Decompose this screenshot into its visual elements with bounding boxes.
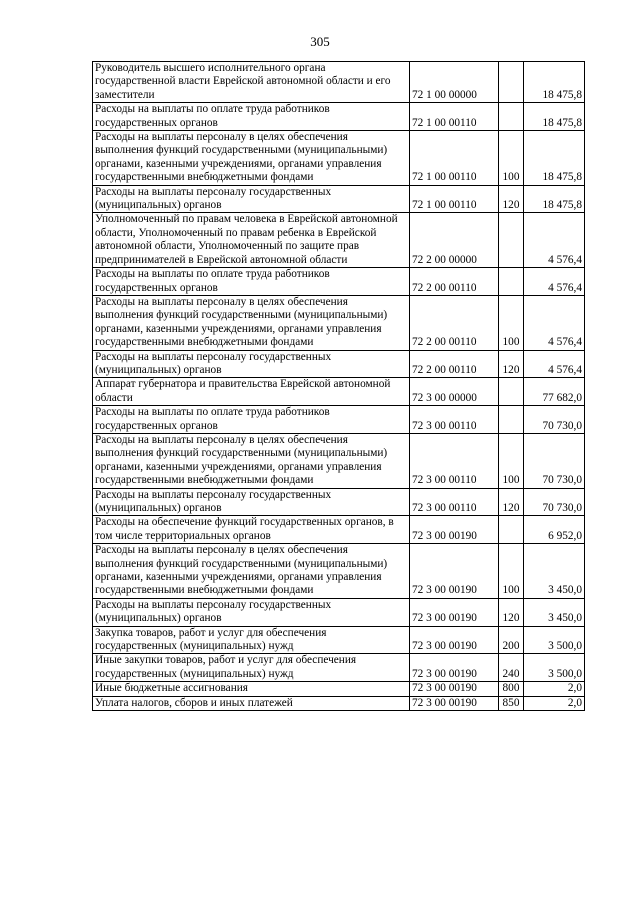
table-row xyxy=(93,626,585,654)
table-row xyxy=(93,406,585,434)
row-name: Расходы на выплаты персоналу в целях обеспечения выполнения функций государственными (муниципальными) органами, казенными учреждениями, органами управления государственными внебюджетными фондами xyxy=(93,131,410,186)
row-code: 72 1 00 00110 xyxy=(410,131,499,186)
row-amount: 2,0 xyxy=(524,682,585,696)
table-row xyxy=(93,433,585,488)
row-code: 72 3 00 00190 xyxy=(410,654,499,682)
row-code: 72 3 00 00190 xyxy=(410,598,499,626)
row-amount: 3 450,0 xyxy=(524,544,585,599)
row-amount: 4 576,4 xyxy=(524,350,585,378)
row-amount: 70 730,0 xyxy=(524,406,585,434)
row-code: 72 2 00 00110 xyxy=(410,295,499,350)
row-name: Руководитель высшего исполнительного органа государственной власти Еврейской автономной области и его заместители xyxy=(93,62,410,103)
row-code: 72 3 00 00190 xyxy=(410,544,499,599)
row-type: 200 xyxy=(499,626,524,654)
row-name: Расходы на обеспечение функций государственных органов, в том числе территориальных органов xyxy=(93,516,410,544)
table-row xyxy=(93,62,585,103)
row-code: 72 3 00 00110 xyxy=(410,488,499,516)
table-row xyxy=(93,544,585,599)
row-code: 72 3 00 00190 xyxy=(410,696,499,710)
budget-table xyxy=(92,61,585,711)
row-amount: 6 952,0 xyxy=(524,516,585,544)
row-amount: 18 475,8 xyxy=(524,131,585,186)
row-type: 240 xyxy=(499,654,524,682)
row-amount: 18 475,8 xyxy=(524,103,585,131)
row-type: 850 xyxy=(499,696,524,710)
table-row xyxy=(93,598,585,626)
row-type: 800 xyxy=(499,682,524,696)
row-code: 72 3 00 00190 xyxy=(410,682,499,696)
row-amount: 70 730,0 xyxy=(524,488,585,516)
row-code: 72 3 00 00190 xyxy=(410,516,499,544)
row-name: Иные бюджетные ассигнования xyxy=(93,682,410,696)
row-type xyxy=(499,378,524,406)
row-amount: 3 450,0 xyxy=(524,598,585,626)
row-code: 72 3 00 00000 xyxy=(410,378,499,406)
row-name: Уплата налогов, сборов и иных платежей xyxy=(93,696,410,710)
page-number: 305 xyxy=(310,34,330,49)
table-row xyxy=(93,488,585,516)
row-amount: 3 500,0 xyxy=(524,654,585,682)
row-amount: 18 475,8 xyxy=(524,185,585,213)
row-amount: 77 682,0 xyxy=(524,378,585,406)
row-name: Расходы на выплаты персоналу в целях обеспечения выполнения функций государственными (муниципальными) органами, казенными учреждениями, органами управления государственными внебюджетными фондами xyxy=(93,433,410,488)
table-row xyxy=(93,696,585,710)
row-type: 120 xyxy=(499,350,524,378)
row-type: 100 xyxy=(499,295,524,350)
row-name: Расходы на выплаты персоналу в целях обеспечения выполнения функций государственными (муниципальными) органами, казенными учреждениями, органами управления государственными внебюджетными фондами xyxy=(93,544,410,599)
row-code: 72 3 00 00110 xyxy=(410,406,499,434)
row-name: Расходы на выплаты персоналу государственных (муниципальных) органов xyxy=(93,488,410,516)
row-code: 72 1 00 00000 xyxy=(410,62,499,103)
row-name: Расходы на выплаты по оплате труда работников государственных органов xyxy=(93,268,410,296)
row-name: Расходы на выплаты по оплате труда работников государственных органов xyxy=(93,406,410,434)
row-name: Расходы на выплаты персоналу государственных (муниципальных) органов xyxy=(93,350,410,378)
row-code: 72 2 00 00000 xyxy=(410,213,499,268)
row-type xyxy=(499,213,524,268)
row-name: Закупка товаров, работ и услуг для обеспечения государственных (муниципальных) нужд xyxy=(93,626,410,654)
row-code: 72 2 00 00110 xyxy=(410,350,499,378)
row-code: 72 2 00 00110 xyxy=(410,268,499,296)
row-code: 72 3 00 00190 xyxy=(410,626,499,654)
row-name: Расходы на выплаты персоналу государственных (муниципальных) органов xyxy=(93,185,410,213)
row-code: 72 3 00 00110 xyxy=(410,433,499,488)
row-type: 100 xyxy=(499,131,524,186)
table-row xyxy=(93,295,585,350)
row-type xyxy=(499,516,524,544)
row-amount: 4 576,4 xyxy=(524,213,585,268)
row-type: 120 xyxy=(499,488,524,516)
table-row xyxy=(93,131,585,186)
table-row xyxy=(93,350,585,378)
row-name: Расходы на выплаты персоналу в целях обеспечения выполнения функций государственными (муниципальными) органами, казенными учреждениями, органами управления государственными внебюджетными фондами xyxy=(93,295,410,350)
table-row xyxy=(93,516,585,544)
row-name: Иные закупки товаров, работ и услуг для обеспечения государственных (муниципальных) нужд xyxy=(93,654,410,682)
row-type xyxy=(499,103,524,131)
table-row xyxy=(93,682,585,696)
row-code: 72 1 00 00110 xyxy=(410,103,499,131)
row-name: Расходы на выплаты по оплате труда работников государственных органов xyxy=(93,103,410,131)
row-type: 100 xyxy=(499,433,524,488)
row-name: Уполномоченный по правам человека в Еврейской автономной области, Уполномоченный по правам ребенка в Еврейской автономной области, Уполномоченный по защите прав предпринимателей в Еврейской автономной области xyxy=(93,213,410,268)
row-type xyxy=(499,406,524,434)
row-code: 72 1 00 00110 xyxy=(410,185,499,213)
row-amount: 3 500,0 xyxy=(524,626,585,654)
budget-table-body xyxy=(93,62,585,711)
table-row xyxy=(93,378,585,406)
table-row xyxy=(93,213,585,268)
row-amount: 2,0 xyxy=(524,696,585,710)
table-row xyxy=(93,654,585,682)
row-amount: 70 730,0 xyxy=(524,433,585,488)
table-row xyxy=(93,103,585,131)
row-type: 100 xyxy=(499,544,524,599)
row-type xyxy=(499,62,524,103)
row-amount: 18 475,8 xyxy=(524,62,585,103)
table-row xyxy=(93,185,585,213)
table-row xyxy=(93,268,585,296)
row-name: Аппарат губернатора и правительства Еврейской автономной области xyxy=(93,378,410,406)
row-type xyxy=(499,268,524,296)
row-amount: 4 576,4 xyxy=(524,295,585,350)
row-type: 120 xyxy=(499,598,524,626)
row-name: Расходы на выплаты персоналу государственных (муниципальных) органов xyxy=(93,598,410,626)
row-amount: 4 576,4 xyxy=(524,268,585,296)
row-type: 120 xyxy=(499,185,524,213)
